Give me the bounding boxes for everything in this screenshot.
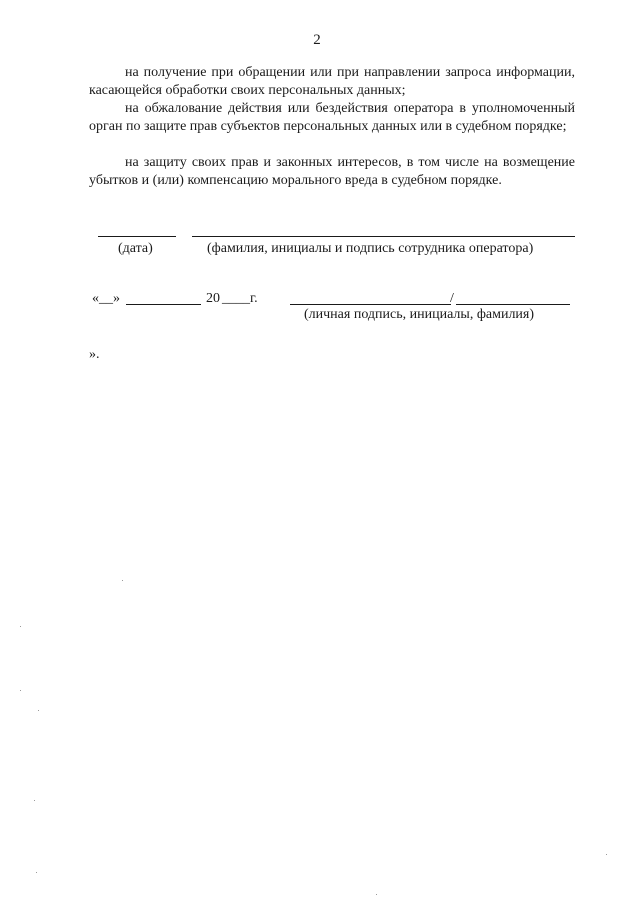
person-caption: (личная подпись, инициалы, фамилия) — [304, 307, 535, 322]
closing-quote: ». — [89, 347, 100, 362]
paragraph-right-to-appeal: на обжалование действия или бездействия оператора в уполномоченный орган по защите прав субъектов персональных данных или в судебном порядке; — [89, 101, 575, 134]
scan-speck — [36, 872, 37, 873]
scan-speck — [38, 710, 39, 711]
signature-slash: / — [450, 291, 454, 306]
scan-speck — [376, 894, 377, 895]
paragraph-right-to-protection: на защиту своих прав и законных интересов, в том числе на возмещение убытков и (или) компенсацию морального вреда в судебном порядке. — [89, 155, 575, 188]
scan-speck — [20, 690, 21, 691]
date-signature-line — [98, 236, 176, 237]
day-quote: «__» — [92, 291, 120, 306]
full-name-line — [456, 304, 570, 305]
employee-signature-line — [192, 236, 575, 237]
employee-caption: (фамилия, инициалы и подпись сотрудника оператора) — [207, 241, 534, 256]
date-caption: (дата) — [118, 241, 153, 256]
scan-speck — [606, 854, 607, 855]
scan-speck — [34, 800, 35, 801]
personal-signature-line — [290, 304, 451, 305]
page-number: 2 — [313, 32, 321, 48]
scan-speck — [20, 626, 21, 627]
scan-speck — [122, 580, 123, 581]
year-prefix: 20 — [206, 291, 220, 306]
month-line — [126, 304, 201, 305]
paragraph-right-to-receive-info: на получение при обращении или при направлении запроса информации, касающейся обработки своих персональных данных; — [89, 65, 575, 98]
year-suffix: ____г. — [222, 291, 258, 306]
